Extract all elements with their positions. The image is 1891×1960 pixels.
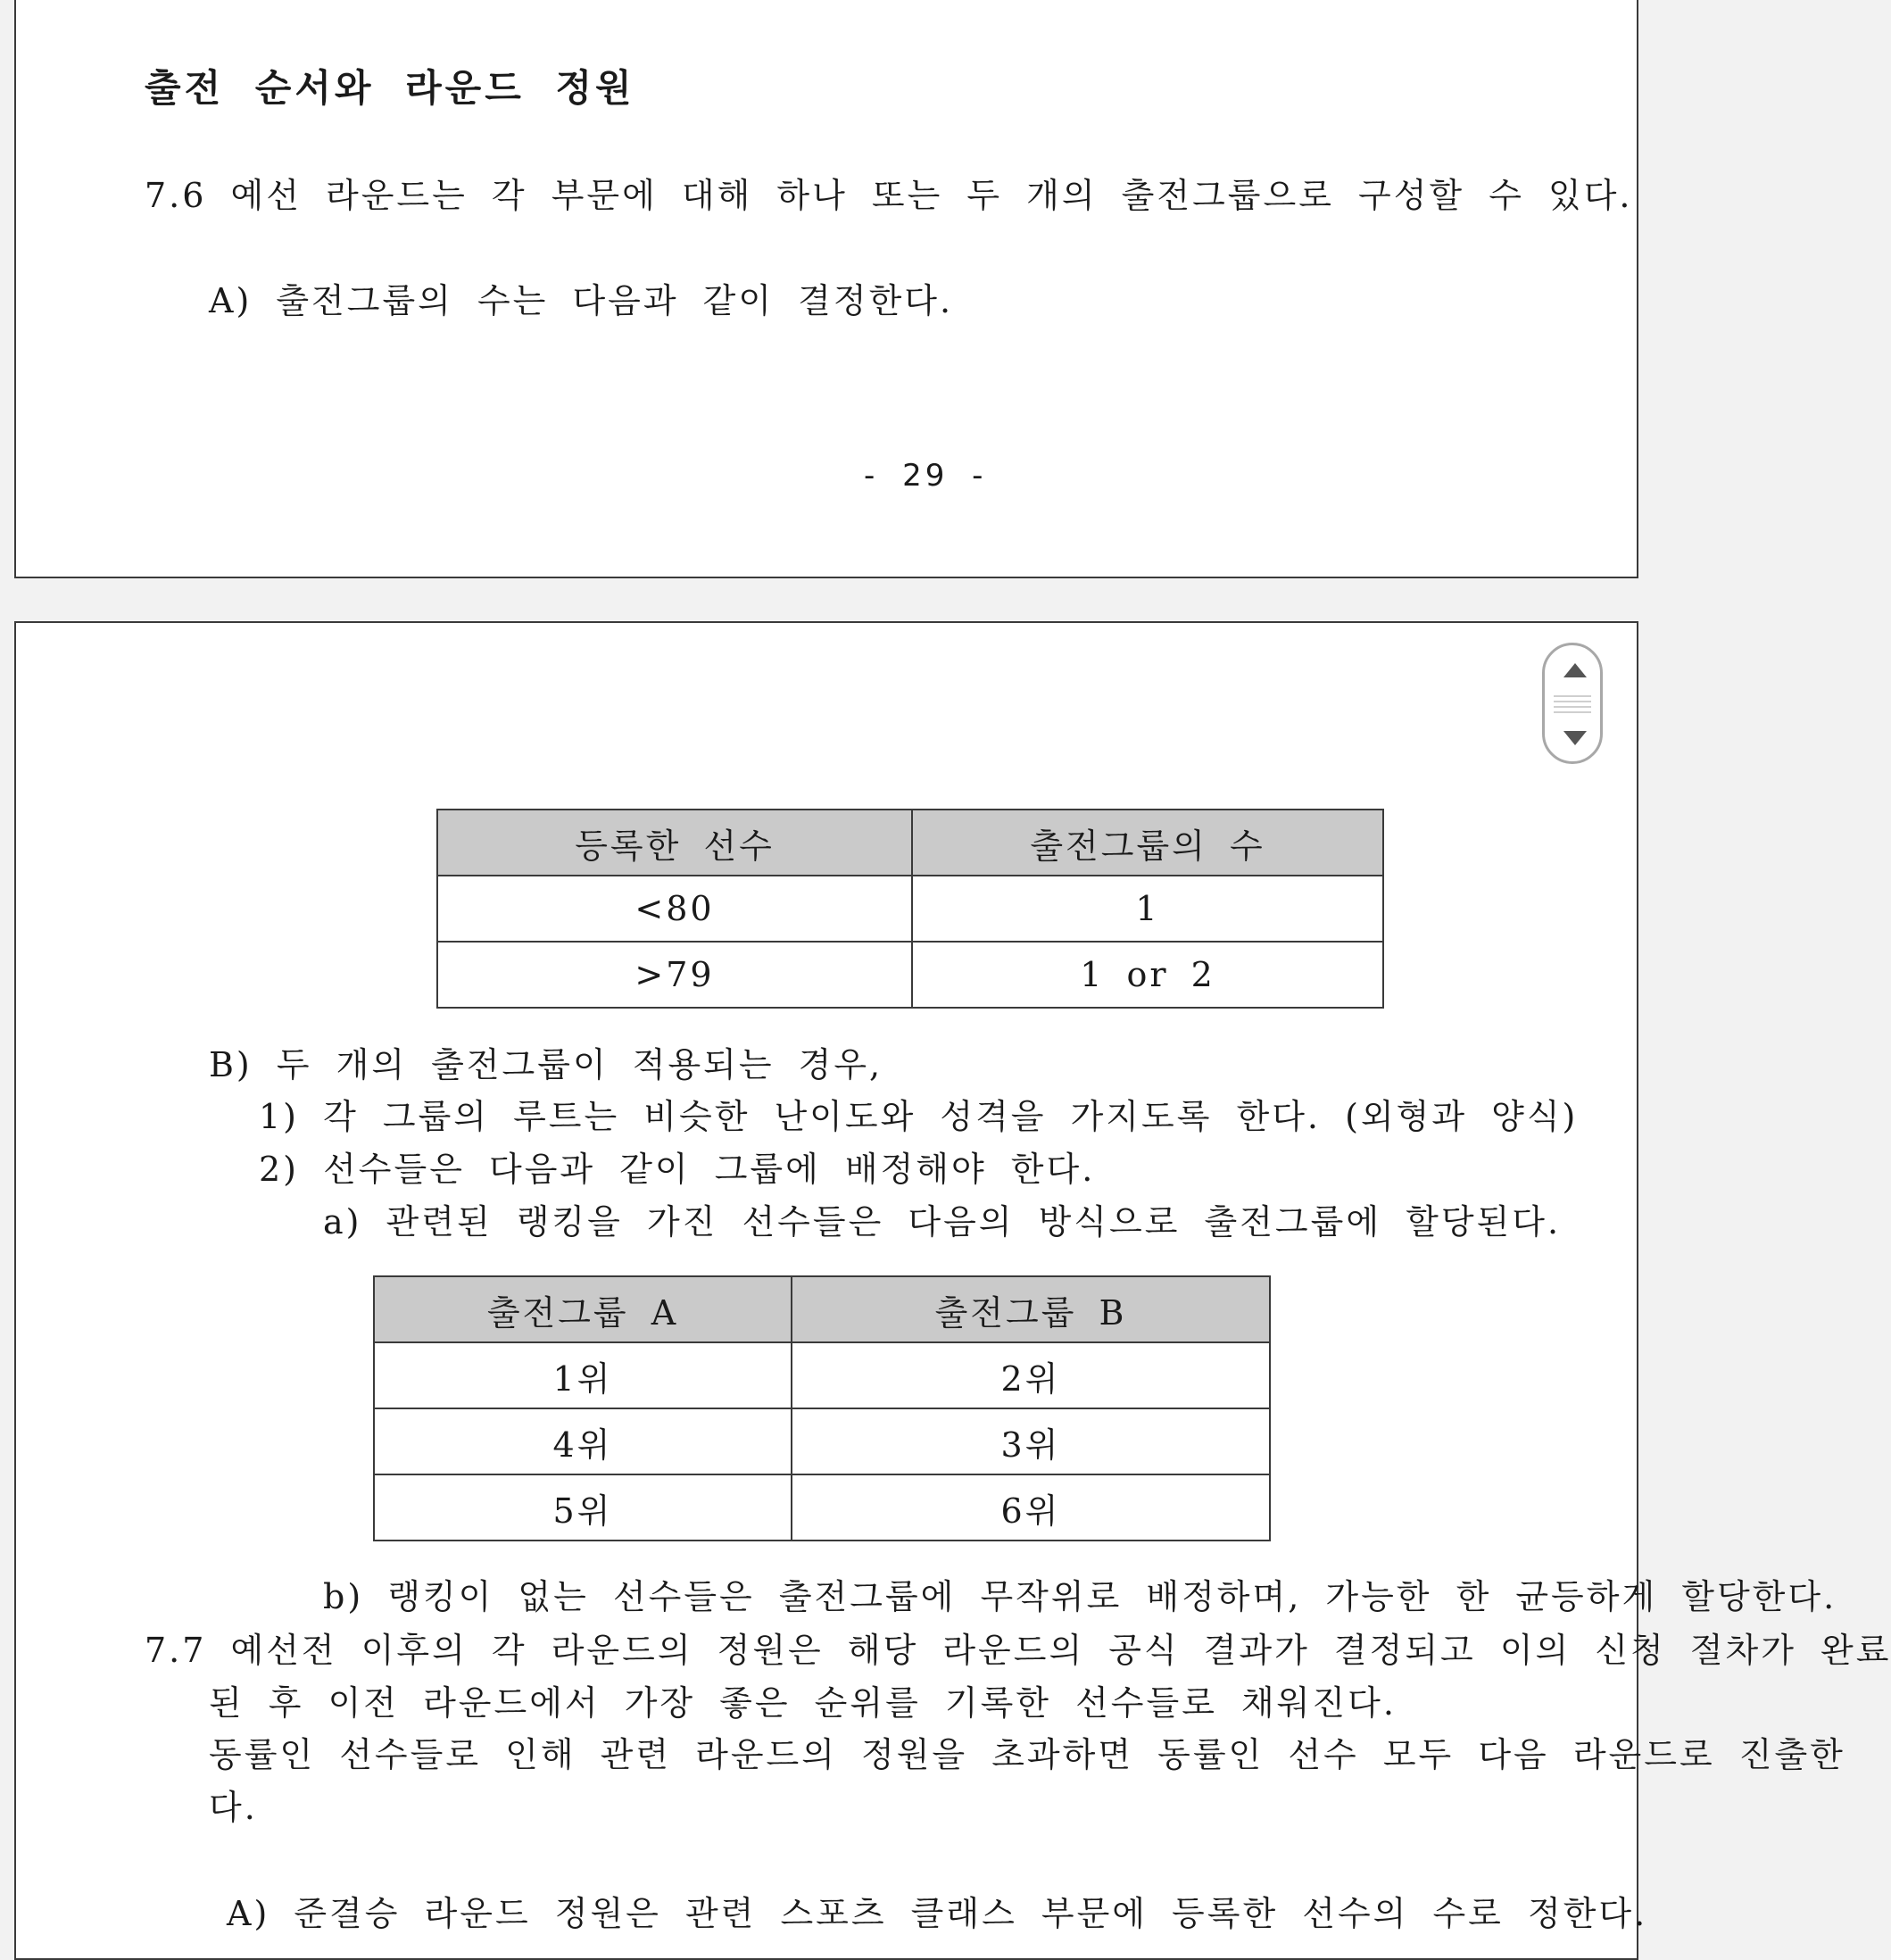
scroll-grip-line <box>1554 706 1591 708</box>
paragraph-7-7-line-3: 동률인 선수들로 인해 관련 라운드의 정원을 초과하면 동률인 선수 모두 다음 라운드로 진출한 <box>209 1735 1845 1774</box>
paragraph-7-6-b: B) 두 개의 출전그룹이 적용되는 경우, <box>209 1045 883 1084</box>
table-header: 등록한 선수 <box>437 810 912 876</box>
table-row <box>374 1342 1270 1408</box>
paragraph-7-7-line-1: 7.7 예선전 이후의 각 라운드의 정원은 해당 라운드의 공식 결과가 결정되고 이의 신청 절차가 완료 <box>145 1631 1891 1670</box>
section-heading: 출전 순서와 라운드 정원 <box>145 66 635 110</box>
table-cell: >79 <box>437 942 912 1008</box>
paragraph-7-6-a: A) 출전그룹의 수는 다음과 같이 결정한다. <box>209 281 954 320</box>
paragraph-7-6-b-2-a: a) 관련된 랭킹을 가진 선수들은 다음의 방식으로 출전그룹에 할당된다. <box>323 1202 1562 1242</box>
scroll-up-icon[interactable] <box>1563 663 1587 677</box>
table-cell: 4위 <box>374 1408 792 1474</box>
paragraph-7-6-b-2: 2) 선수들은 다음과 같이 그룹에 배정해야 한다. <box>259 1150 1096 1189</box>
table-cell: 1위 <box>374 1342 792 1408</box>
table-cell: 5위 <box>374 1474 792 1541</box>
table-row <box>374 1408 1270 1474</box>
scroll-grip-line <box>1554 711 1591 713</box>
table-cell: <80 <box>437 876 912 942</box>
group-assignment-table <box>373 1275 1271 1541</box>
table-cell: 2위 <box>792 1342 1270 1408</box>
table-cell: 6위 <box>792 1474 1270 1541</box>
table-cell: 3위 <box>792 1408 1270 1474</box>
paragraph-7-6-b-2-b: b) 랭킹이 없는 선수들은 출전그룹에 무작위로 배정하며, 가능한 한 균등하게 할당한다. <box>323 1577 1837 1616</box>
table-row <box>437 876 1383 942</box>
page-number: - 29 - <box>864 458 987 494</box>
paragraph-7-7-line-4: 다. <box>209 1788 258 1827</box>
table-header: 출전그룹 A <box>374 1276 792 1342</box>
paragraph-7-7-line-2: 된 후 이전 라운드에서 가장 좋은 순위를 기록한 선수들로 채워진다. <box>209 1683 1397 1723</box>
table-header: 출전그룹의 수 <box>912 810 1383 876</box>
table-row <box>374 1474 1270 1541</box>
scroll-grip-line <box>1554 695 1591 697</box>
scroll-control[interactable] <box>1542 643 1603 764</box>
paragraph-7-7-a: A) 준결승 라운드 정원은 관련 스포츠 클래스 부문에 등록한 선수의 수로 정한다. <box>227 1894 1648 1933</box>
paragraph-7-6-b-1: 1) 각 그룹의 루트는 비슷한 난이도와 성격을 가지도록 한다. (외형과 양식) <box>259 1097 1579 1136</box>
table-row <box>437 942 1383 1008</box>
table-cell: 1 <box>912 876 1383 942</box>
scroll-down-icon[interactable] <box>1563 731 1587 745</box>
table-cell: 1 or 2 <box>912 942 1383 1008</box>
paragraph-7-6: 7.6 예선 라운드는 각 부문에 대해 하나 또는 두 개의 출전그룹으로 구성할 수 있다. <box>145 176 1633 215</box>
table-header: 출전그룹 B <box>792 1276 1270 1342</box>
scroll-grip-line <box>1554 701 1591 702</box>
groups-count-table <box>436 809 1384 1009</box>
